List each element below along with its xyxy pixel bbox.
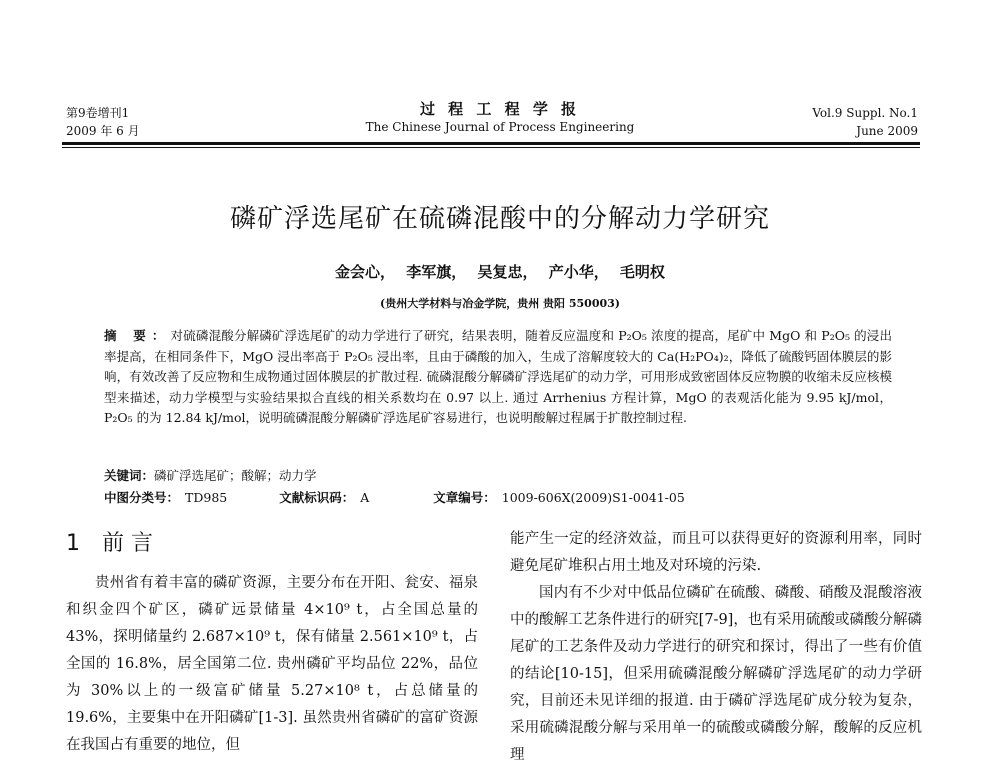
publication-date: 2009 年 6 月 [66,124,140,138]
abstract [104,326,892,429]
keywords-label: 关键词： [104,468,155,483]
doc-code-label: 文献标识码： [279,490,355,505]
article-no-label: 文章编号： [433,490,496,505]
journal-name-cn: 过 程 工 程 学 报 [419,100,581,118]
section-heading [66,526,153,557]
intro-paragraph: 贵州省有着丰富的磷矿资源，主要分布在开阳、瓮安、福泉和织金四个矿区，磷矿远景储量 4×10⁹ t，占全国总量的 43%，探明储量约 2.687×10⁹ t，保有储量 2.561×10⁹ t，占全国的 16.8%，居全国第二位. 贵州磷矿平均品位 22%，品位为 30%以上的一级富矿储量 5.27×10⁸ t，占总储量的 19.6%，主要集中在开阳磷矿[1-3]. 虽然贵州省磷矿的富矿资源在我国占有重要的地位，但 [66,575,478,753]
section-title: 前 言 [102,531,153,556]
author-list: 金会心， 李军旗， 吴复忠， 产小华， 毛明权 [335,263,665,281]
article-no-value: 1009-606X(2009)S1-0041-05 [501,490,685,505]
affiliation: (贵州大学材料与冶金学院，贵州 贵阳 550003) [380,297,620,310]
section-number: 1 [66,531,80,556]
left-column [66,570,478,759]
abstract-label: 摘 要： [104,328,171,343]
header-rule-thick [62,142,920,145]
classification-line [104,488,804,506]
abstract-text: 对硫磷混酸分解磷矿浮选尾矿的动力学进行了研究，结果表明，随着反应温度和 P₂O₅ 浓度的提高，尾矿中 MgO 和 P₂O₅ 的浸出率提高，在相同条件下，MgO 浸出率高于 P₂O₅ 浸出率，且由于磷酸的加入，生成了溶解度较大的 Ca(H₂PO₄)₂，降低了硫酸钙固体膜层的影响，有效改善了反应物和生成物通过固体膜层的扩散过程. 硫磷混酸分解磷矿浮选尾矿的动力学，可用形成致密固体反应物膜的收缩未反应核模型来描述，动力学模型与实验结果拟合直线的相关系数均在 0.97 以上. 通过 Arrhenius 方程计算，MgO 的表观活化能为 9.95 kJ/mol，P₂O₅ 的为 12.84 kJ/mol，说明硫磷混酸分解磷矿浮选尾矿容易进行，也说明酸解过程属于扩散控制过程. [104,328,892,425]
keywords-text: 磷矿浮选尾矿；酸解；动力学 [154,468,317,483]
journal-volume-info-en [812,104,918,140]
keywords [104,466,317,484]
right-paragraph-2: 国内有不少对中低品位磷矿在硫酸、磷酸、硝酸及混酸溶液中的酸解工艺条件进行的研究[7-9]，也有采用硫酸或磷酸分解磷尾矿的工艺条件及动力学进行的研究和探讨，得出了一些有价值的结论[10-15]，但采用硫磷混酸分解磷矿浮选尾矿的动力学研究，目前还未见详细的报道. 由于磷矿浮选尾矿成分较为复杂，采用硫磷混酸分解与采用单一的硫酸或磷酸分解，酸解的反应机理 [510,585,922,763]
publication-date-en: June 2009 [856,124,918,138]
clc-value: TD985 [185,490,228,505]
doc-code-value: A [360,490,370,505]
volume-issue-en: Vol.9 Suppl. No.1 [812,106,918,120]
journal-name-en: The Chinese Journal of Process Engineering [365,120,635,134]
paper-title: 磷矿浮选尾矿在硫磷混酸中的分解动力学研究 [229,204,770,234]
volume-issue: 第9卷增刊1 [66,106,130,120]
header-rule-thin [62,147,920,148]
right-paragraph-1: 能产生一定的经济效益，而且可以获得更好的资源利用率，同时避免尾矿堆积占用土地及对环境的污染. [510,531,922,574]
right-column [510,526,922,769]
clc-label: 中图分类号： [104,490,180,505]
